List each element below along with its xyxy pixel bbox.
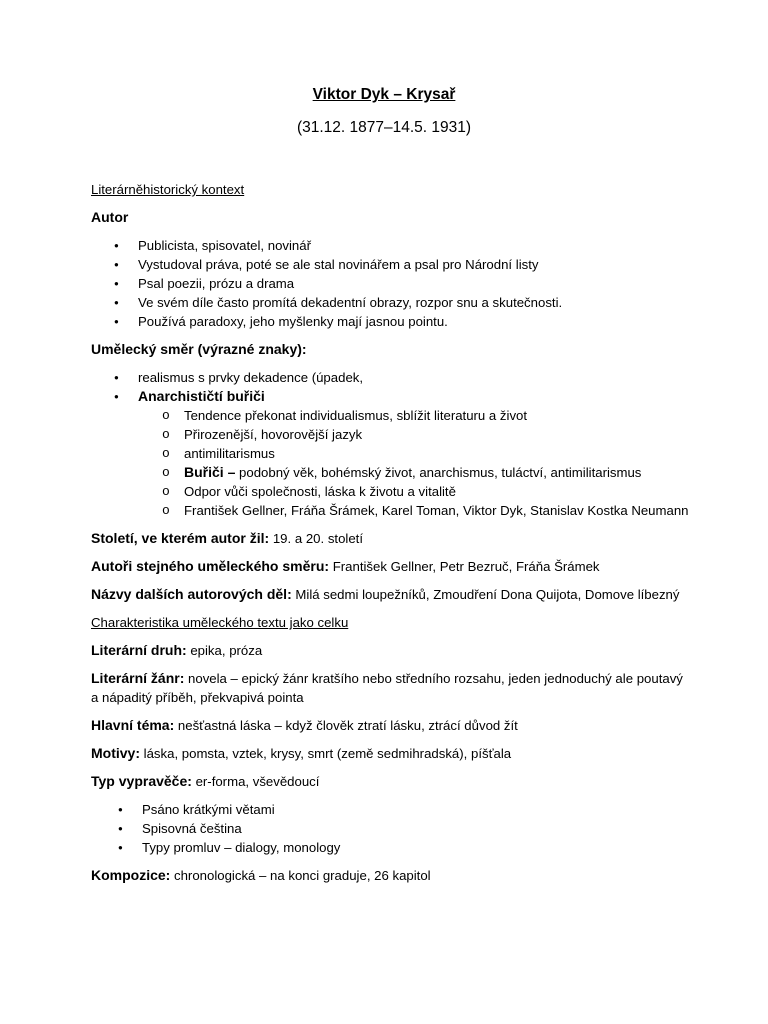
field-label: Typ vypravěče: [91,773,192,789]
sublist-item-text: podobný věk, bohémský život, anarchismus, tuláctví, antimilitarismus [235,465,642,480]
field-label: Hlavní téma: [91,717,175,733]
sublist-item: o Přirozenější, hovorovější jazyk [91,425,691,444]
art-movement-list [91,368,691,520]
field-value: chronologická – na konci graduje, 26 kapitol [170,868,431,883]
list-item: ● Spisovná čeština [91,819,691,838]
field-value: nešťastná láska – když člověk ztratí lásku, ztrácí důvod žít [174,718,518,733]
art-movement-heading: Umělecký směr (výrazné znaky): [91,341,307,357]
composition-line [91,866,691,885]
narrator-list [91,800,691,857]
section-heading-context: Literárněhistorický kontext [91,182,245,197]
sublist-item: o František Gellner, Fráňa Šrámek, Karel Toman, Viktor Dyk, Stanislav Kostka Neumann [91,501,691,520]
field-value: František Gellner, Petr Bezruč, Fráňa Šrámek [329,559,600,574]
sublist-item: o Odpor vůči společnosti, láska k životu a vitalitě [91,482,691,501]
field-label: Literární žánr: [91,670,185,686]
author-list [91,236,691,331]
field-label: Autoři stejného uměleckého směru: [91,558,330,574]
field-value: 19. a 20. století [269,531,364,546]
document-body [91,180,691,894]
section-heading-characteristics: Charakteristika uměleckého textu jako celku [91,615,349,630]
field-value: novela – epický žánr kratšího nebo středního rozsahu, jeden jednoduchý ale poutavý a nápaditý příběh, překvapivá pointa [91,671,683,705]
motifs-line [91,744,691,763]
sublist [91,406,691,520]
author-dates: (31.12. 1877–14.5. 1931) [296,119,472,136]
list-item: ● Psal poezii, prózu a drama [91,274,691,293]
author-heading: Autor [91,209,129,225]
list-item: ● Ve svém díle často promítá dekadentní obrazy, rozpor snu a skutečnosti. [91,293,691,312]
field-value: Milá sedmi loupežníků, Zmoudření Dona Quijota, Domove líbezný [291,587,680,602]
field-label: Literární druh: [91,642,187,658]
field-value: epika, próza [186,643,263,658]
list-item: ● Publicista, spisovatel, novinář [91,236,691,255]
list-item-bold: Anarchističtí buřiči [138,388,265,404]
sublist-item: o Tendence překonat individualismus, sblížit literaturu a život [91,406,691,425]
list-item: ● Typy promluv – dialogy, monology [91,838,691,857]
field-value: láska, pomsta, vztek, krysy, smrt (země sedmihradská), píšťala [140,746,512,761]
same-movement-authors-line [91,557,691,576]
sublist-item-label: Buřiči – [184,464,236,480]
century-line [91,529,691,548]
field-label: Století, ve kterém autor žil: [91,530,270,546]
list-item: ● realismus s prvky dekadence (úpadek, [91,368,691,387]
list-item: ● Používá paradoxy, jeho myšlenky mají jasnou pointu. [91,312,691,331]
list-item: ● Vystudoval práva, poté se ale stal novinářem a psal pro Národní listy [91,255,691,274]
list-item: ● Psáno krátkými větami [91,800,691,819]
sublist-item [91,463,691,482]
narrator-line [91,772,691,791]
field-label: Názvy dalších autorových děl: [91,586,292,602]
list-item [91,387,691,520]
other-works-line [91,585,691,604]
literary-genre-line [91,669,691,707]
sublist-item: o antimilitarismus [91,444,691,463]
literary-kind-line [91,641,691,660]
field-label: Kompozice: [91,867,171,883]
main-theme-line [91,716,691,735]
field-label: Motivy: [91,745,140,761]
document-title: Viktor Dyk – Krysař [312,86,456,103]
field-value: er-forma, vševědoucí [191,774,320,789]
